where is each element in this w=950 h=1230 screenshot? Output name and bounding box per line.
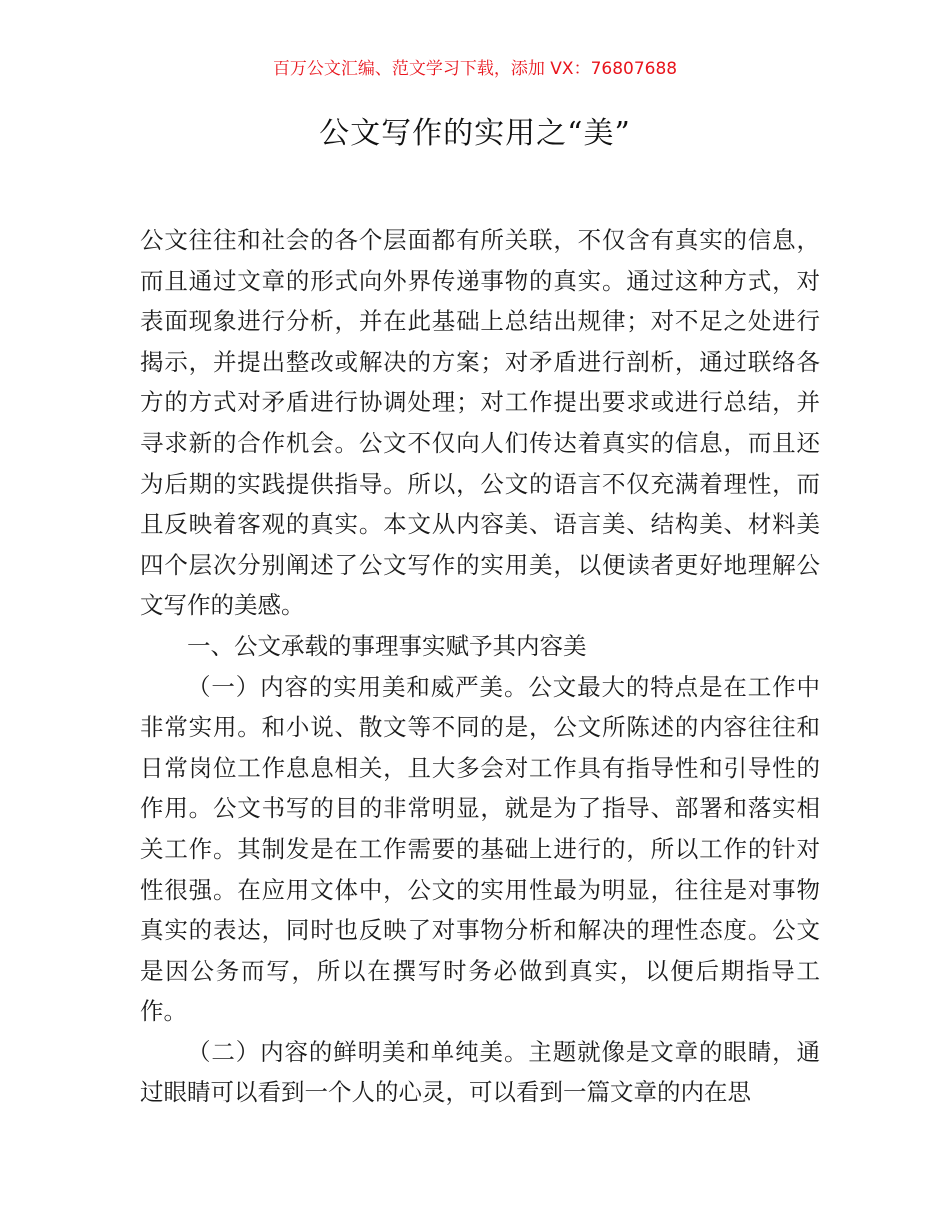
paragraph-section-1-1: （一）内容的实用美和威严美。公文最大的特点是在工作中非常实用。和小说、散文等不同的是，公文所陈述的内容往往和日常岗位工作息息相关，且大多会对工作具有指导性和引导性的作用。公文书写的目的非常明显，就是为了指导、部署和落实相关工作。其制发是在工作需要的基础上进行的，所以工作的针对性很强。在应用文体中，公文的实用性最为明显，往往是对事物真实的表达，同时也反映了对事物分析和解决的理性态度。公文是因公务而写，所以在撰写时务必做到真实，以便后期指导工作。 <box>140 672 820 1026</box>
document-body <box>140 220 820 1113</box>
document-title: 公文写作的实用之“美” <box>319 116 631 151</box>
header-banner: 百万公文汇编、范文学习下载，添加 VX：76807688 <box>272 59 678 79</box>
paragraph-section-1-2: （二）内容的鲜明美和单纯美。主题就像是文章的眼睛，通过眼睛可以看到一个人的心灵，可以看到一篇文章的内在思 <box>140 1037 820 1107</box>
section-heading-1: 一、公文承载的事理事实赋予其内容美 <box>187 631 587 660</box>
paragraph-intro: 公文往往和社会的各个层面都有所关联，不仅含有真实的信息，而且通过文章的形式向外界传递事物的真实。通过这种方式，对表面现象进行分析，并在此基础上总结出规律；对不足之处进行揭示，并提出整改或解决的方案；对矛盾进行剖析，通过联络各方的方式对矛盾进行协调处理；对工作提出要求或进行总结，并寻求新的合作机会。公文不仅向人们传达着真实的信息，而且还为后期的实践提供指导。所以，公文的语言不仅充满着理性，而且反映着客观的真实。本文从内容美、语言美、结构美、材料美四个层次分别阐述了公文写作的实用美，以便读者更好地理解公文写作的美感。 <box>140 226 820 620</box>
